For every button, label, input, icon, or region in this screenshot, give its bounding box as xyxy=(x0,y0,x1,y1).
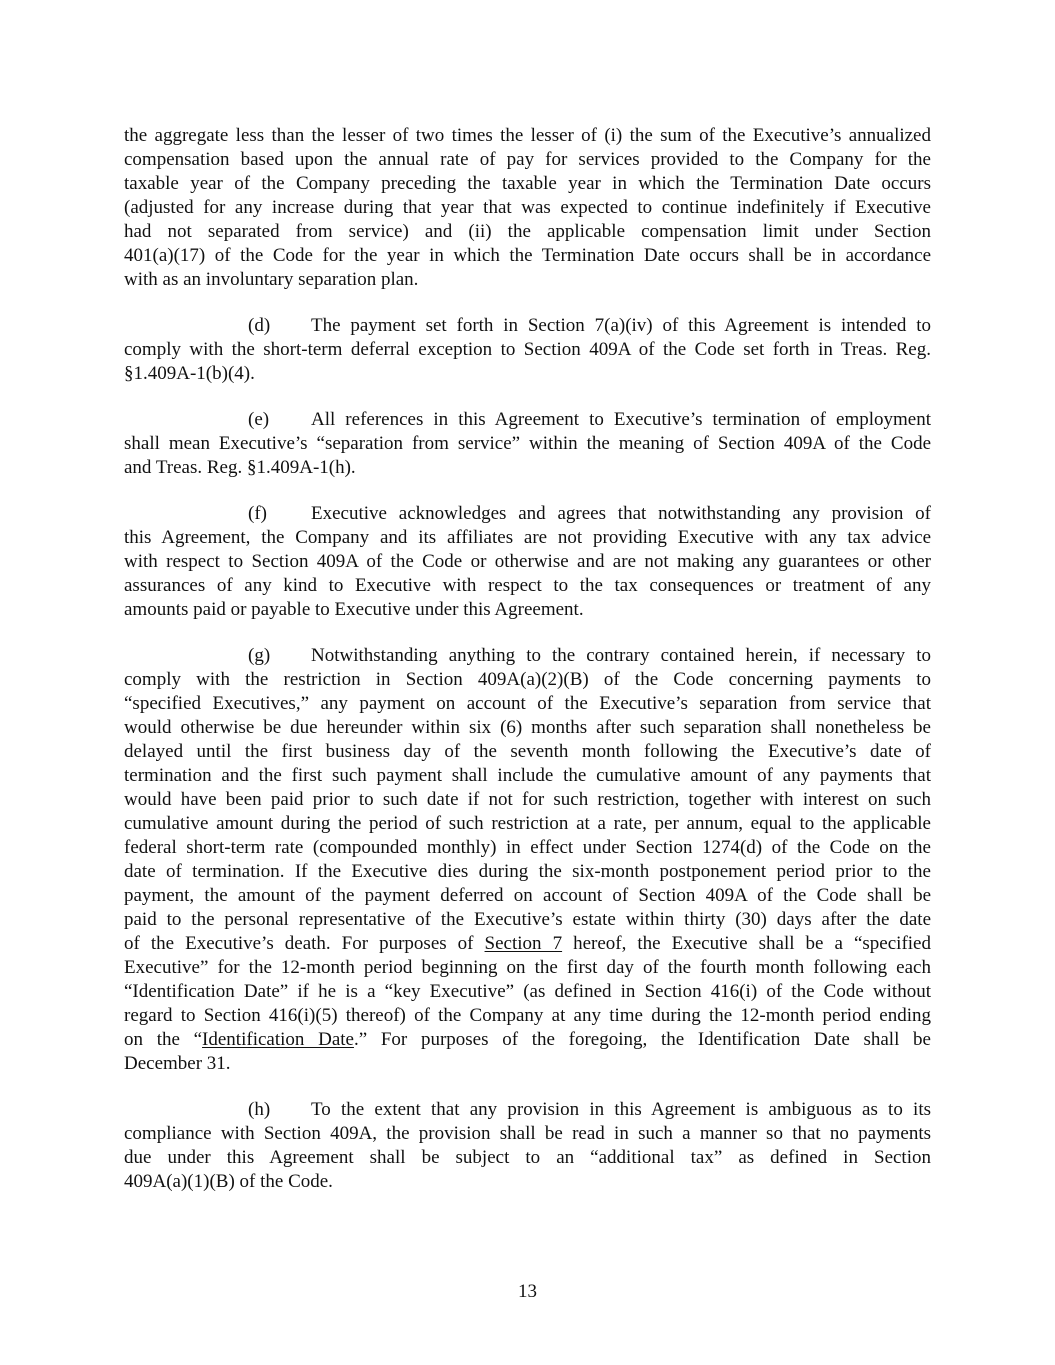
text-segment: .” For purposes of the foregoing, the Identification Date shall be xyxy=(353,1029,931,1050)
text-line xyxy=(124,668,931,692)
section-label: (h) xyxy=(248,1099,271,1120)
text-line xyxy=(124,338,931,362)
text-segment: federal short-term rate (compounded monthly) in effect under Section 1274(d) of the Code on the xyxy=(124,837,931,858)
text-segment: on the “ xyxy=(124,1029,203,1050)
text-line xyxy=(124,908,931,932)
text-segment: December 31. xyxy=(124,1053,231,1074)
paragraph-h xyxy=(124,1098,931,1194)
text-segment: assurances of any kind to Executive with respect to the tax consequences or treatment of any xyxy=(124,575,931,596)
text-segment: §1.409A-1(b)(4). xyxy=(124,363,255,384)
text-line xyxy=(124,456,931,480)
paragraph-d xyxy=(124,314,931,386)
text-line xyxy=(124,196,931,220)
text-line xyxy=(124,692,931,716)
text-line xyxy=(124,1098,931,1122)
text-segment: comply with the short-term deferral exception to Section 409A of the Code set forth in Treas. Reg. xyxy=(124,339,931,360)
text-segment: 409A(a)(1)(B) of the Code. xyxy=(124,1171,333,1192)
text-line xyxy=(124,740,931,764)
text-line xyxy=(124,1004,931,1028)
text-segment: “Identification Date” if he is a “key Executive” (as defined in Section 416(i) of the Code without xyxy=(124,981,931,1002)
document-body xyxy=(124,124,931,1216)
text-segment: date of termination. If the Executive dies during the six-month postponement period prior to the xyxy=(124,861,931,882)
paragraph-g xyxy=(124,644,931,1076)
text-line xyxy=(124,526,931,550)
section-label: (f) xyxy=(248,503,267,524)
paragraph xyxy=(124,124,931,292)
page-number: 13 xyxy=(518,1281,537,1302)
text-line xyxy=(124,598,931,622)
text-segment: hereof, the Executive shall be a “specified xyxy=(562,933,931,954)
underlined-term: Section 7 xyxy=(484,933,563,954)
text-line xyxy=(124,1028,931,1052)
text-segment: of the Executive’s death. For purposes of xyxy=(124,933,485,954)
paragraph-e xyxy=(124,408,931,480)
text-segment: To the extent that any provision in this Agreement is ambiguous as to its xyxy=(311,1099,931,1120)
text-line xyxy=(124,362,931,386)
text-segment: Executive” for the 12-month period beginning on the first day of the fourth month following each xyxy=(124,957,931,978)
section-label: (e) xyxy=(248,409,270,430)
text-line xyxy=(124,812,931,836)
text-segment: compensation based upon the annual rate of pay for services provided to the Company for the xyxy=(124,149,931,170)
text-line xyxy=(124,432,931,456)
text-line xyxy=(124,1170,931,1194)
text-segment: taxable year of the Company preceding the taxable year in which the Termination Date occurs xyxy=(124,173,931,194)
text-line xyxy=(124,408,931,432)
text-segment: (adjusted for any increase during that year that was expected to continue indefinitely if Executive xyxy=(124,197,931,218)
text-segment: All references in this Agreement to Executive’s termination of employment xyxy=(311,409,931,430)
text-line xyxy=(124,172,931,196)
text-line xyxy=(124,502,931,526)
text-line xyxy=(124,932,931,956)
text-segment: with respect to Section 409A of the Code or otherwise and are not making any guarantees or other xyxy=(124,551,931,572)
text-segment: Executive acknowledges and agrees that notwithstanding any provision of xyxy=(311,503,931,524)
text-segment: the aggregate less than the lesser of two times the lesser of (i) the sum of the Executive’s annualized xyxy=(124,125,931,146)
text-segment: had not separated from service) and (ii) the applicable compensation limit under Section xyxy=(124,221,931,242)
text-segment: cumulative amount during the period of such restriction at a rate, per annum, equal to the applicable xyxy=(124,813,931,834)
text-segment: regard to Section 416(i)(5) thereof) of the Company at any time during the 12-month period ending xyxy=(124,1005,931,1026)
text-segment: termination and the first such payment shall include the cumulative amount of any payments that xyxy=(124,765,931,786)
text-segment: would have been paid prior to such date if not for such restriction, together with interest on such xyxy=(124,789,931,810)
text-segment: “specified Executives,” any payment on account of the Executive’s separation from service that xyxy=(124,693,931,714)
text-line xyxy=(124,788,931,812)
text-line xyxy=(124,1052,931,1076)
text-line xyxy=(124,220,931,244)
underlined-term: Identification Date xyxy=(202,1029,354,1050)
text-segment: 401(a)(17) of the Code for the year in which the Termination Date occurs shall be in accordance xyxy=(124,245,931,266)
text-segment: would otherwise be due hereunder within six (6) months after such separation shall nonetheless be xyxy=(124,717,931,738)
text-line xyxy=(124,124,931,148)
text-segment: payment, the amount of the payment deferred on account of Section 409A of the Code shall be xyxy=(124,885,931,906)
text-segment: with as an involuntary separation plan. xyxy=(124,269,419,290)
text-line xyxy=(124,764,931,788)
text-line xyxy=(124,644,931,668)
text-segment: paid to the personal representative of the Executive’s estate within thirty (30) days after the date xyxy=(124,909,931,930)
text-segment: The payment set forth in Section 7(a)(iv) of this Agreement is intended to xyxy=(311,315,931,336)
text-segment: shall mean Executive’s “separation from service” within the meaning of Section 409A of the Code xyxy=(124,433,931,454)
text-line xyxy=(124,836,931,860)
text-line xyxy=(124,956,931,980)
text-line xyxy=(124,550,931,574)
text-line xyxy=(124,314,931,338)
text-segment: amounts paid or payable to Executive under this Agreement. xyxy=(124,599,584,620)
text-line xyxy=(124,268,931,292)
text-segment: compliance with Section 409A, the provision shall be read in such a manner so that no payments xyxy=(124,1123,931,1144)
text-segment: due under this Agreement shall be subject to an “additional tax” as defined in Section xyxy=(124,1147,931,1168)
text-line xyxy=(124,980,931,1004)
text-segment: comply with the restriction in Section 409A(a)(2)(B) of the Code concerning payments to xyxy=(124,669,931,690)
text-line xyxy=(124,1146,931,1170)
text-segment: Notwithstanding anything to the contrary contained herein, if necessary to xyxy=(311,645,931,666)
text-segment: and Treas. Reg. §1.409A-1(h). xyxy=(124,457,356,478)
text-line xyxy=(124,884,931,908)
section-label: (d) xyxy=(248,315,271,336)
text-line xyxy=(124,244,931,268)
paragraph-f xyxy=(124,502,931,622)
text-segment: this Agreement, the Company and its affiliates are not providing Executive with any tax advice xyxy=(124,527,931,548)
text-line xyxy=(124,574,931,598)
text-line xyxy=(124,860,931,884)
text-segment: delayed until the first business day of the seventh month following the Executive’s date of xyxy=(124,741,931,762)
text-line xyxy=(124,716,931,740)
text-line xyxy=(124,148,931,172)
text-line xyxy=(124,1122,931,1146)
section-label: (g) xyxy=(248,645,271,666)
